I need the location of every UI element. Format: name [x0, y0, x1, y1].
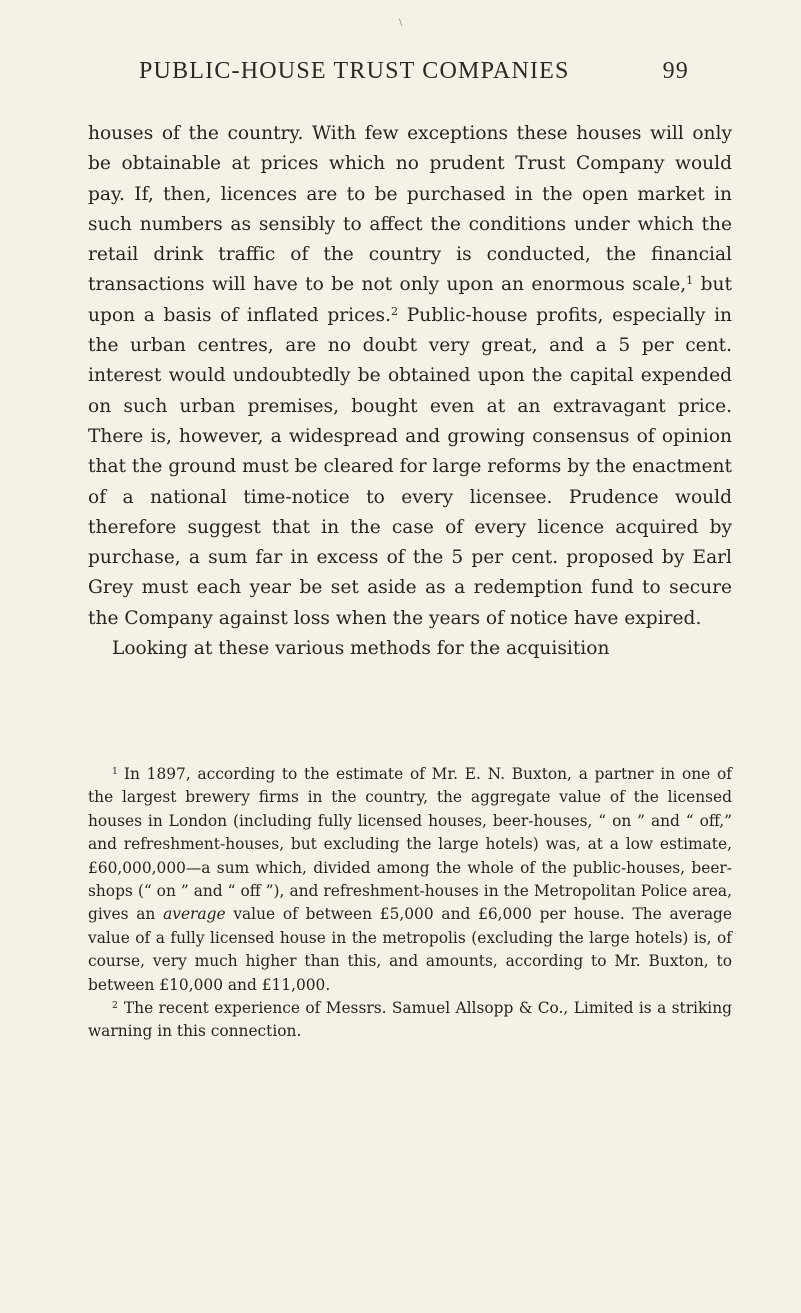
footnote-ref-1: 1: [686, 274, 694, 288]
footnote-1: [88, 763, 732, 997]
page-mark: \: [399, 18, 403, 28]
running-title: PUBLIC-HOUSE TRUST COMPANIES: [139, 58, 570, 84]
footnote-ref-2: 2: [391, 304, 399, 318]
paragraph-1: [88, 119, 732, 634]
footnote-1-emphasis: average: [163, 905, 226, 924]
running-header: [139, 58, 689, 90]
footnote-2-mark: 2: [112, 999, 118, 1011]
footnotes: [88, 763, 732, 1044]
paragraph-2: Looking at these various methods for the acquisition: [112, 638, 610, 660]
page-number: 99: [662, 58, 689, 84]
footnote-1-text-a: In 1897, according to the estimate of Mr. E. N. Buxton, a partner in one of the largest brewery firms in the country, the aggregate value of the licensed houses in London (including fully licensed houses, beer-houses, “ on ” and “ off,” and refreshment-houses, but excluding the large hotels) was, at a low estimate, £60,000,000—a sum which, divided among the whole of the public-houses, beer-shops (“ on ” and “ off ”), and refreshment-houses in the Metropolitan Police area, gives an: [88, 765, 732, 924]
paragraph-1-text-a: houses of the country. With few exceptions these houses will only be obtainable at prices which no prudent Trust Company would pay. If, then, licences are to be purchased in the open market in such numbers as sensibly to affect the conditions under which the retail drink traffic of the country is conducted, the financial transactions will have to be not only upon an enormous scale,: [88, 123, 732, 296]
footnote-1-mark: 1: [112, 765, 118, 777]
main-text: [88, 119, 732, 664]
paragraph-1-text-b: but upon a basis of inflated prices.: [88, 274, 732, 326]
footnote-2: [88, 997, 732, 1044]
footnote-1-text-b: value of between £5,000 and £6,000 per house. The average value of a fully licensed house in the metropolis (excluding the large hotels) is, of course, very much higher than this, and amounts, according to Mr. Buxton, to between £10,000 and £11,000.: [88, 905, 732, 994]
paragraph-1-text-c: Public-house profits, especially in the urban centres, are no doubt very great, and a 5 per cent. interest would undoubtedly be obtained upon the capital expended on such urban premises, bought even at an extravagant price. There is, however, a widespread and growing consensus of opinion that the ground must be cleared for large reforms by the enactment of a national time-notice to every licensee. Prudence would therefore suggest that in the case of every licence acquired by purchase, a sum far in excess of the 5 per cent. proposed by Earl Grey must each year be set aside as a redemption fund to secure the Company against loss when the years of notice have expired.: [88, 304, 732, 629]
footnote-2-text: The recent experience of Messrs. Samuel Allsopp & Co., Limited is a striking warning in this connection.: [88, 999, 732, 1041]
